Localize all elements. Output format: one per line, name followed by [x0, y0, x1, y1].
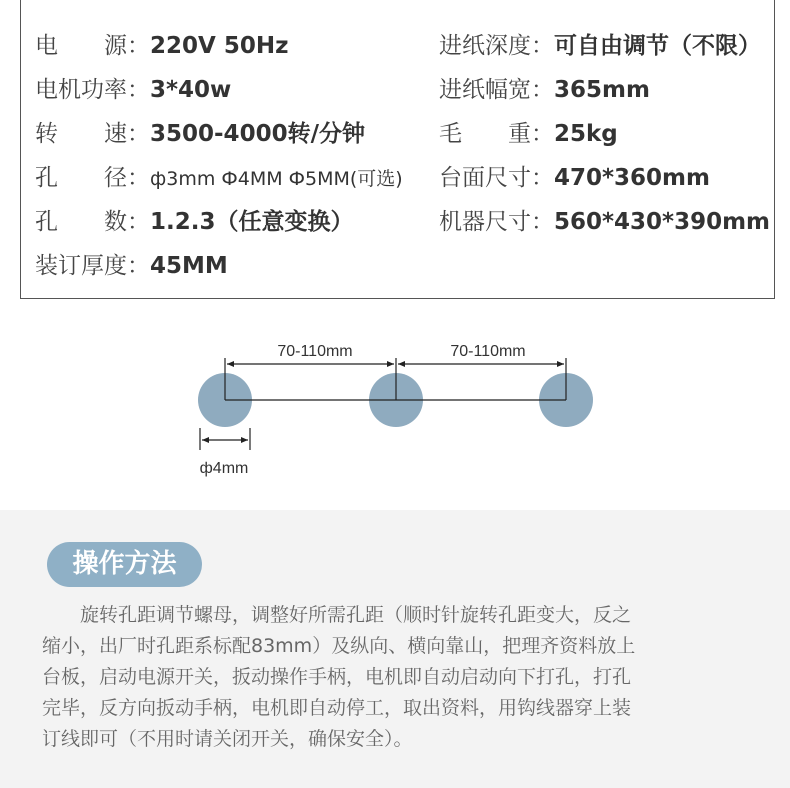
instruction-line: 完毕，反方向扳动手柄，电机即自动停工，取出资料，用钩线器穿上装 [42, 697, 632, 719]
spec-value: 可自由调节（不限） [554, 33, 761, 59]
spec-value: 3500-4000转/分钟 [150, 121, 365, 147]
instruction-line: 旋转孔距调节螺母，调整好所需孔距（顺时针旋转孔距变大，反之 [42, 604, 632, 626]
spec-gross-weight [439, 119, 618, 149]
spec-value: 3*40w [150, 77, 232, 103]
spec-power [35, 31, 288, 61]
spec-label: 孔 数： [35, 209, 150, 235]
spec-value: 45MM [150, 253, 228, 279]
spec-table-size [439, 163, 710, 193]
spec-speed [35, 119, 365, 149]
spec-label: 台面尺寸： [439, 165, 554, 191]
spec-value: 470*360mm [554, 165, 710, 191]
spec-label: 进纸深度： [439, 33, 554, 59]
diameter-dimension [200, 428, 250, 450]
spec-feed-width [439, 75, 650, 105]
spec-label: 进纸幅宽： [439, 77, 554, 103]
spec-hole-diameter [35, 163, 403, 194]
spec-hole-count [35, 207, 354, 237]
spec-value: 25kg [554, 121, 618, 147]
spec-feed-depth [439, 31, 761, 61]
spec-label: 电机功率： [35, 77, 150, 103]
dimension-left [227, 361, 394, 367]
spec-table [20, 0, 775, 299]
spec-value: 1.2.3（任意变换） [150, 209, 354, 235]
instruction-line: 缩小，出厂时孔距系标配83mm）及纵向、横向靠山，把理齐资料放上 [42, 635, 636, 657]
spacing-label-left: 70-110mm [277, 343, 353, 360]
spec-value: 560*430*390mm [554, 209, 771, 235]
spec-binding-thickness [35, 251, 228, 281]
diameter-label: ф4mm [199, 460, 249, 477]
spec-label: 毛 重： [439, 121, 554, 147]
spec-label: 转 速： [35, 121, 150, 147]
spec-label: 机器尺寸： [439, 209, 554, 235]
instruction-line: 台板，启动电源开关，扳动操作手柄，电机即自动启动向下打孔，打孔 [42, 666, 632, 688]
spec-value: ф3mm Ф4MM Ф5MM(可选) [150, 168, 403, 190]
spec-motor-power [35, 75, 231, 105]
instruction-line: 订线即可（不用时请关闭开关，确保安全）。 [42, 728, 413, 750]
hole-spacing-diagram [0, 330, 790, 490]
spec-label: 装订厚度： [35, 253, 150, 279]
dimension-right [398, 361, 564, 367]
spec-value: 365mm [554, 77, 650, 103]
spec-label: 孔 径： [35, 165, 150, 191]
spec-label: 电 源： [35, 33, 150, 59]
operation-title-badge: 操作方法 [47, 542, 202, 587]
operation-panel [0, 510, 790, 788]
spacing-label-right: 70-110mm [450, 343, 526, 360]
spec-machine-size [439, 207, 770, 237]
spec-value: 220V 50Hz [150, 33, 289, 59]
operation-instructions [42, 600, 762, 755]
